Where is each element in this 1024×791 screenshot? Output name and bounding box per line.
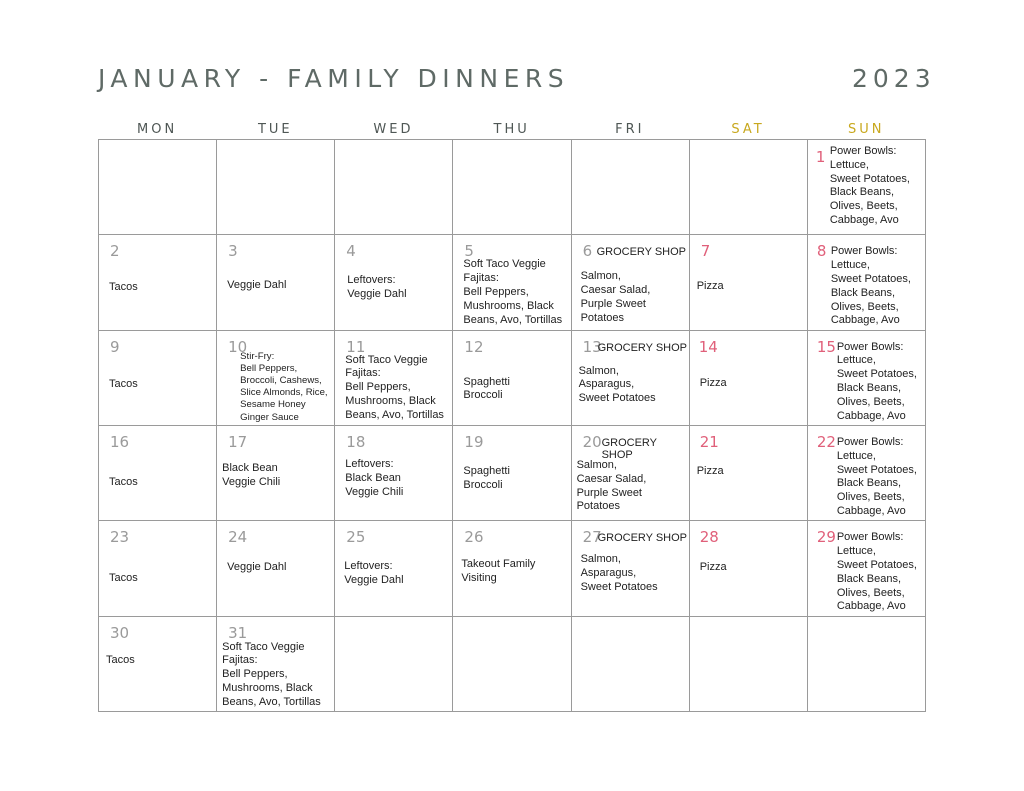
meal-text: Soft Taco Veggie Fajitas: Bell Peppers, Mushrooms, Black Beans, Avo, Tortillas <box>345 353 444 421</box>
date-number: 9 <box>110 337 120 356</box>
calendar-cell-jan-24 <box>217 521 335 616</box>
date-number: 24 <box>228 528 248 547</box>
calendar-cell-jan-8 <box>808 235 926 330</box>
calendar-cell-empty <box>572 140 690 235</box>
meal-text: Salmon, Asparagus, Sweet Potatoes <box>580 553 658 593</box>
calendar-cell-jan-20 <box>572 426 690 521</box>
date-number: 22 <box>816 433 836 451</box>
meal-text: Veggie Dahl <box>227 279 287 292</box>
meal-text: Pizza <box>696 465 724 477</box>
calendar-cell-empty <box>690 617 808 712</box>
calendar-cell-jan-15 <box>808 331 926 426</box>
calendar-grid <box>98 139 926 712</box>
date-number: 18 <box>346 433 366 451</box>
calendar-cell-empty <box>453 140 571 235</box>
calendar-cell-jan-25 <box>335 521 453 616</box>
date-number: 8 <box>816 242 827 261</box>
calendar-cell-jan-7 <box>690 235 808 330</box>
meal-text: Stir-Fry: Bell Peppers, Broccoli, Cashews, Slice Almonds, Rice, Sesame Honey Ginger Sauce <box>240 350 328 423</box>
meal-text: Salmon, Caesar Salad, Purple Sweet Potatoes <box>580 270 651 324</box>
meal-text: Power Bowls: Lettuce, Sweet Potatoes, Black Beans, Olives, Beets, Cabbage, Avo <box>836 436 917 517</box>
weekday-sat: SAT <box>731 122 765 137</box>
weekday-header-row <box>98 122 926 138</box>
calendar-cell-jan-30 <box>99 617 217 712</box>
date-number: 12 <box>464 337 484 356</box>
calendar-cell-jan-1 <box>808 140 926 235</box>
date-number: 6 <box>582 242 593 261</box>
date-number: 11 <box>346 337 366 356</box>
calendar-cell-jan-6 <box>572 235 690 330</box>
meal-text: Tacos <box>109 377 138 390</box>
meal-text: Power Bowls: Lettuce, Sweet Potatoes, Black Beans, Olives, Beets, Cabbage, Avo <box>830 245 911 327</box>
date-number: 1 <box>815 148 826 166</box>
meal-text: Pizza <box>699 561 727 574</box>
meal-text: Tacos <box>109 281 138 294</box>
date-number: 10 <box>228 337 248 356</box>
calendar-cell-empty <box>217 140 335 235</box>
meal-text: Soft Taco Veggie Fajitas: Bell Peppers, Mushrooms, Black Beans, Avo, Tortillas <box>222 640 321 708</box>
meal-text: Power Bowls: Lettuce, Sweet Potatoes, Black Beans, Olives, Beets, Cabbage, Avo <box>836 340 917 422</box>
grocery-shop-label: GROCERY SHOP <box>597 532 688 545</box>
calendar-cell-jan-11 <box>335 331 453 426</box>
calendar-cell-empty <box>335 617 453 712</box>
meal-text: Takeout Family Visiting <box>461 558 536 585</box>
calendar-cell-jan-21 <box>690 426 808 521</box>
meal-text: Tacos <box>109 572 138 585</box>
calendar-cell-jan-29 <box>808 521 926 616</box>
calendar-cell-empty <box>808 617 926 712</box>
calendar-cell-jan-3 <box>217 235 335 330</box>
calendar-cell-jan-16 <box>99 426 217 521</box>
date-number: 5 <box>464 242 474 261</box>
weekday-mon: MON <box>137 122 178 137</box>
calendar-cell-empty <box>335 140 453 235</box>
meal-text: Leftovers: Veggie Dahl <box>344 560 404 587</box>
meal-text: Leftovers: Black Bean Veggie Chili <box>345 458 404 498</box>
calendar-cell-jan-9 <box>99 331 217 426</box>
grocery-shop-label: GROCERY SHOP <box>601 437 657 461</box>
date-number: 16 <box>110 433 130 451</box>
date-number: 2 <box>110 242 120 261</box>
date-number: 7 <box>700 242 711 261</box>
date-number: 13 <box>582 337 602 356</box>
weekday-wed: WED <box>373 122 414 137</box>
date-number: 19 <box>464 433 484 451</box>
date-number: 4 <box>346 242 356 261</box>
meal-text: Power Bowls: Lettuce, Sweet Potatoes, Black Beans, Olives, Beets, Cabbage, Avo <box>829 145 910 226</box>
date-number: 20 <box>582 433 602 451</box>
meal-text: Power Bowls: Lettuce, Sweet Potatoes, Black Beans, Olives, Beets, Cabbage, Avo <box>836 531 917 613</box>
calendar-cell-jan-17 <box>217 426 335 521</box>
calendar-cell-empty <box>453 617 571 712</box>
date-number: 28 <box>699 528 719 547</box>
calendar-cell-jan-12 <box>453 331 571 426</box>
calendar-cell-jan-13 <box>572 331 690 426</box>
calendar-cell-jan-5 <box>453 235 571 330</box>
calendar-cell-jan-22 <box>808 426 926 521</box>
weekday-fri: FRI <box>615 122 645 137</box>
date-number: 27 <box>582 528 602 547</box>
calendar-cell-jan-2 <box>99 235 217 330</box>
calendar-cell-jan-14 <box>690 331 808 426</box>
calendar-cell-empty <box>572 617 690 712</box>
calendar-cell-jan-18 <box>335 426 453 521</box>
date-number: 26 <box>464 528 484 547</box>
calendar-cell-jan-28 <box>690 521 808 616</box>
weekday-thu: THU <box>493 122 530 137</box>
calendar-cell-jan-10 <box>217 331 335 426</box>
calendar-year: 2023 <box>852 64 936 93</box>
date-number: 14 <box>698 337 718 356</box>
weekday-sun: SUN <box>847 122 885 137</box>
meal-text: Salmon, Caesar Salad, Purple Sweet Potatoes <box>576 459 647 513</box>
calendar-cell-jan-23 <box>99 521 217 616</box>
date-number: 15 <box>816 337 836 356</box>
meal-text: Veggie Dahl <box>227 561 287 574</box>
date-number: 29 <box>816 528 836 547</box>
grocery-shop-label: GROCERY SHOP <box>597 341 688 354</box>
calendar-cell-empty <box>99 140 217 235</box>
date-number: 21 <box>699 433 719 451</box>
grocery-shop-label: GROCERY SHOP <box>596 246 687 259</box>
meal-text: Pizza <box>699 376 727 389</box>
meal-text: Pizza <box>696 280 724 293</box>
calendar-cell-empty <box>690 140 808 235</box>
meal-text: Tacos <box>109 476 138 488</box>
calendar-cell-jan-19 <box>453 426 571 521</box>
calendar-cell-jan-4 <box>335 235 453 330</box>
meal-text: Leftovers: Veggie Dahl <box>347 274 407 301</box>
date-number: 31 <box>228 623 248 642</box>
date-number: 3 <box>228 242 238 261</box>
date-number: 25 <box>346 528 366 547</box>
meal-text: Tacos <box>106 653 135 666</box>
calendar-cell-jan-27 <box>572 521 690 616</box>
meal-text: Salmon, Asparagus, Sweet Potatoes <box>578 364 656 405</box>
calendar-title: JANUARY - FAMILY DINNERS <box>98 64 570 93</box>
meal-text: Spaghetti Broccoli <box>463 465 510 491</box>
meal-text: Spaghetti Broccoli <box>463 375 510 402</box>
date-number: 17 <box>228 433 248 451</box>
calendar-cell-jan-31 <box>217 617 335 712</box>
weekday-tue: TUE <box>257 122 293 137</box>
meal-text: Soft Taco Veggie Fajitas: Bell Peppers, Mushrooms, Black Beans, Avo, Tortillas <box>463 258 563 326</box>
meal-text: Black Bean Veggie Chili <box>222 462 281 488</box>
calendar-cell-jan-26 <box>453 521 571 616</box>
date-number: 23 <box>110 528 130 547</box>
date-number: 30 <box>110 623 130 642</box>
